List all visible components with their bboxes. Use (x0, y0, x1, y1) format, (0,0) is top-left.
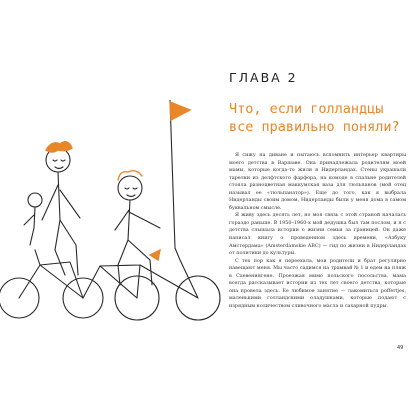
paragraph: Я живу здесь десять лет, но моя связь с этой страной началась гораздо раньше. В 1950–1960-х мой дедушка был там послом, и я с детства слышала истории о жизни семьи за границей. Он даже написал книгу о проведенном здесь времени, «Азбуку Амстердама» (Amsterdamskie ABC) — гид по жизни в Нидерландах от политики до культуры. (229, 212, 406, 257)
chapter-title: Что, если голландцы все правильно поняли? (229, 101, 400, 135)
page-number: 49 (397, 345, 404, 351)
body-text (229, 152, 406, 337)
paragraph: Я сижу на диване и пытаюсь вспомнить интерьер квартиры моего детства в Варшаве. Она принадлежала родителям моей мамы, которые когда-то жили в Нидерландах. Стены украшали тарелки из делфтского фарфора, на комоде в спальне родителей стояла разноцветная маккумская ваза для тюльпанов (мой отец называл ее «тюльпанатор»). Еще до того, как я выбрала Нидерланды своим домом, Нидерланды были у меня дома в самом буквальном смысле. (229, 152, 406, 211)
chapter-label: ГЛАВА 2 (229, 70, 298, 85)
paragraph: С тех пор как я переехала, мои родители и брат регулярно навещают меня. Мы часто садимся на трамвай № 1 и едем на пляж в Схевенингене. Проезжая мимо польского посольства, мама всегда рассказывает истории из тех лет своего детства, которые она провела здесь. Ее любимое занятие — лакомиться poffertjes, маленькими голландскими оладушками, которые подают с изрядным количеством сливочного масла и сахарной пудры. (229, 257, 406, 309)
tandem-bicycle-illustration (0, 100, 230, 340)
